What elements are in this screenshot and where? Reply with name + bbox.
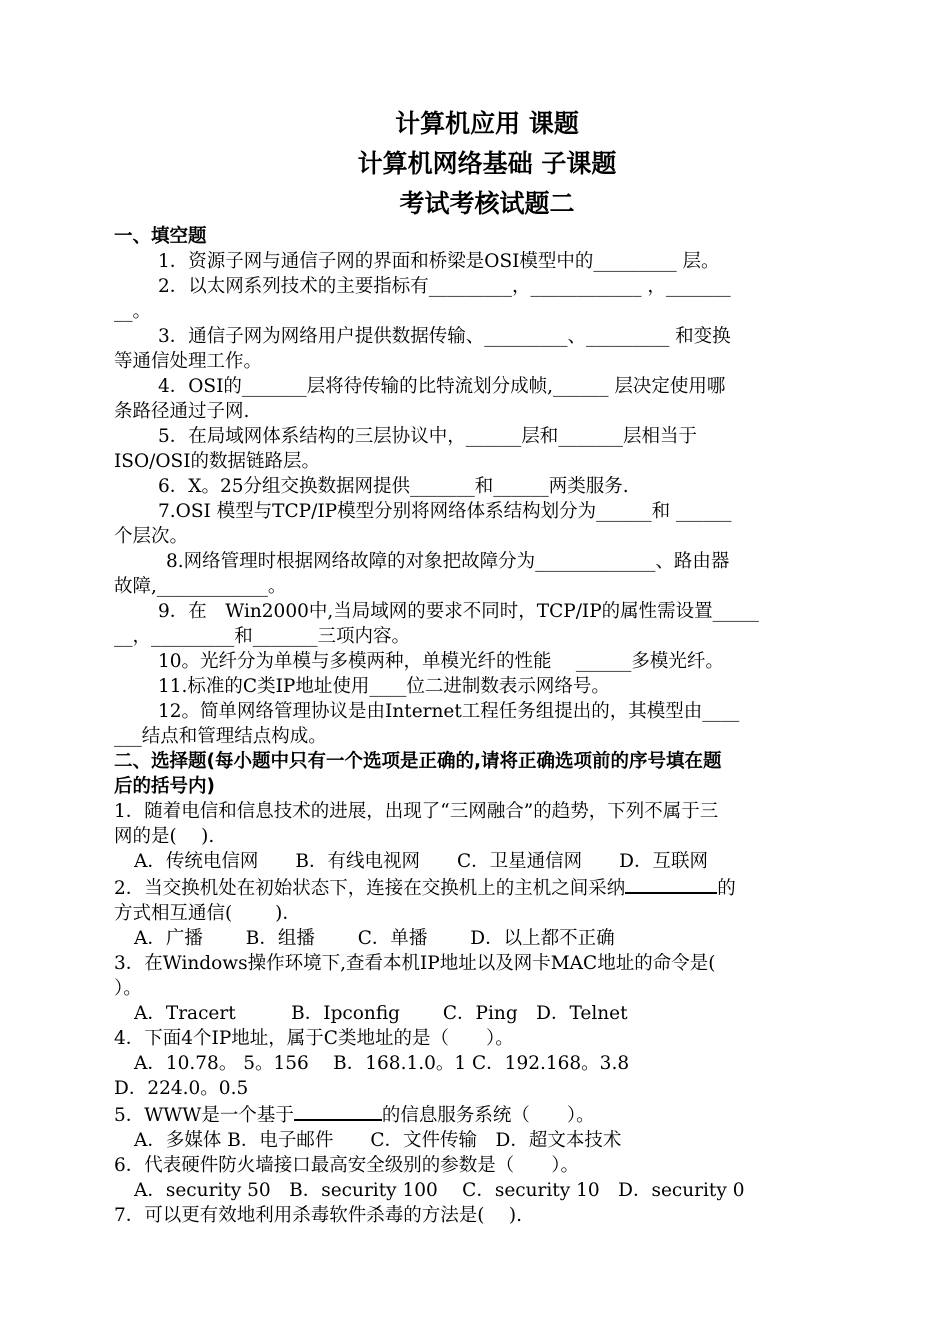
question-line: 故障,____________。: [114, 576, 287, 597]
question-line: __，_________和_______三项内容。: [114, 626, 411, 647]
question-line: 6．代表硬件防火墙接口最高安全级别的参数是（ ）。: [114, 1155, 580, 1176]
question-line: 6．X。25分组交换数据网提供_______和______两类服务.: [158, 476, 629, 497]
question-text: 的信息服务系统（ ）。: [381, 1105, 595, 1126]
question-line: 7．可以更有效地利用杀毒软件杀毒的方法是( ).: [114, 1205, 522, 1226]
question-line: ___结点和管理结点构成。: [114, 726, 327, 747]
question-line: 7.OSI 模型与TCP/IP模型分别将网络体系结构划分为______和 ______: [158, 501, 732, 522]
options-line: A．多媒体 B．电子邮件 C．文件传输 D．超文本技术: [134, 1130, 622, 1151]
subcourse-title: 计算机网络基础 子课题: [357, 149, 617, 178]
question-line: __。: [114, 301, 152, 322]
question-line: 11.标准的C类IP地址使用____位二进制数表示网络号。: [158, 676, 610, 697]
question-line: ）。: [114, 978, 142, 999]
question-line: 1．资源子网与通信子网的界面和桥梁是OSI模型中的_________ 层。: [158, 251, 720, 272]
section-heading-choice: 二、选择题(每小题中只有一个选项是正确的,请将正确选项前的序号填在题: [114, 751, 722, 772]
question-text: 的: [717, 878, 736, 899]
question-line: 3．通信子网为网络用户提供数据传输、_________、_________ 和变换: [158, 326, 731, 347]
question-line: 10。光纤分为单模与多模两种，单模光纤的性能 ______多模光纤。: [158, 651, 724, 672]
section-heading-fill-in: 一、填空题: [114, 226, 207, 247]
options-line: A．security 50 B．security 100 C．security 10 D．security 0: [134, 1180, 745, 1201]
question-line: 2．以太网系列技术的主要指标有_________，____________ ，_______: [158, 276, 731, 297]
question-line: 5．在局域网体系结构的三层协议中，______层和_______层相当于: [158, 426, 698, 447]
exam-page: [114, 104, 860, 1228]
question-line: 12。简单网络管理协议是由Internet工程任务组提出的，其模型由____: [158, 701, 740, 722]
question-line: 方式相互通信( )．: [114, 903, 301, 924]
question-line: 4．下面4个IP地址，属于C类地址的是（ ）。: [114, 1028, 514, 1049]
exam-title: 考试考核试题二: [399, 189, 575, 218]
fill-in-section: [114, 224, 860, 749]
answer-blank: [294, 1101, 382, 1121]
question-line: [114, 1101, 860, 1128]
question-line: 条路径通过子网.: [114, 401, 250, 422]
question-line: [114, 874, 860, 901]
question-line: 8.网络管理时根据网络故障的对象把故障分为_____________、路由器: [166, 551, 730, 572]
options-line: A．10.78。 5。156 B．168.1.0。1 C．192.168。3.8: [134, 1053, 630, 1074]
question-line: 等通信处理工作。: [114, 351, 263, 372]
question-line: 4．OSI的_______层将待传输的比特流划分成帧,______ 层决定使用哪: [158, 376, 726, 397]
multiple-choice-section: [114, 749, 860, 1228]
options-line: A．Tracert B．Ipconfig C．Ping D．Telnet: [134, 1003, 628, 1024]
course-title: 计算机应用 课题: [395, 109, 579, 138]
question-text: 2．当交换机处在初始状态下，连接在交换机上的主机之间采纳: [114, 878, 626, 899]
question-line: 网的是( ).: [114, 826, 215, 847]
question-line: 9．在 Win2000中,当局域网的要求不同时，TCP/IP的属性需设置_____: [158, 601, 759, 622]
answer-blank: [625, 874, 717, 894]
question-line: 个层次。: [114, 526, 189, 547]
options-line: A．传统电信网 B．有线电视网 C．卫星通信网 D．互联网: [134, 851, 708, 872]
options-line: A．广播 B．组播 C．单播 D．以上都不正确: [134, 928, 615, 949]
section-heading-choice-cont: 后的括号内): [114, 776, 215, 797]
options-line: D．224.0。0.5: [114, 1078, 249, 1099]
question-line: ISO/OSI的数据链路层。: [114, 451, 321, 472]
question-line: 3．在Windows操作环境下,查看本机IP地址以及网卡MAC地址的命令是(: [114, 953, 716, 974]
question-text: 5．WWW是一个基于: [114, 1105, 294, 1126]
question-line: 1．随着电信和信息技术的进展，出现了“三网融合”的趋势，下列不属于三: [114, 801, 719, 822]
